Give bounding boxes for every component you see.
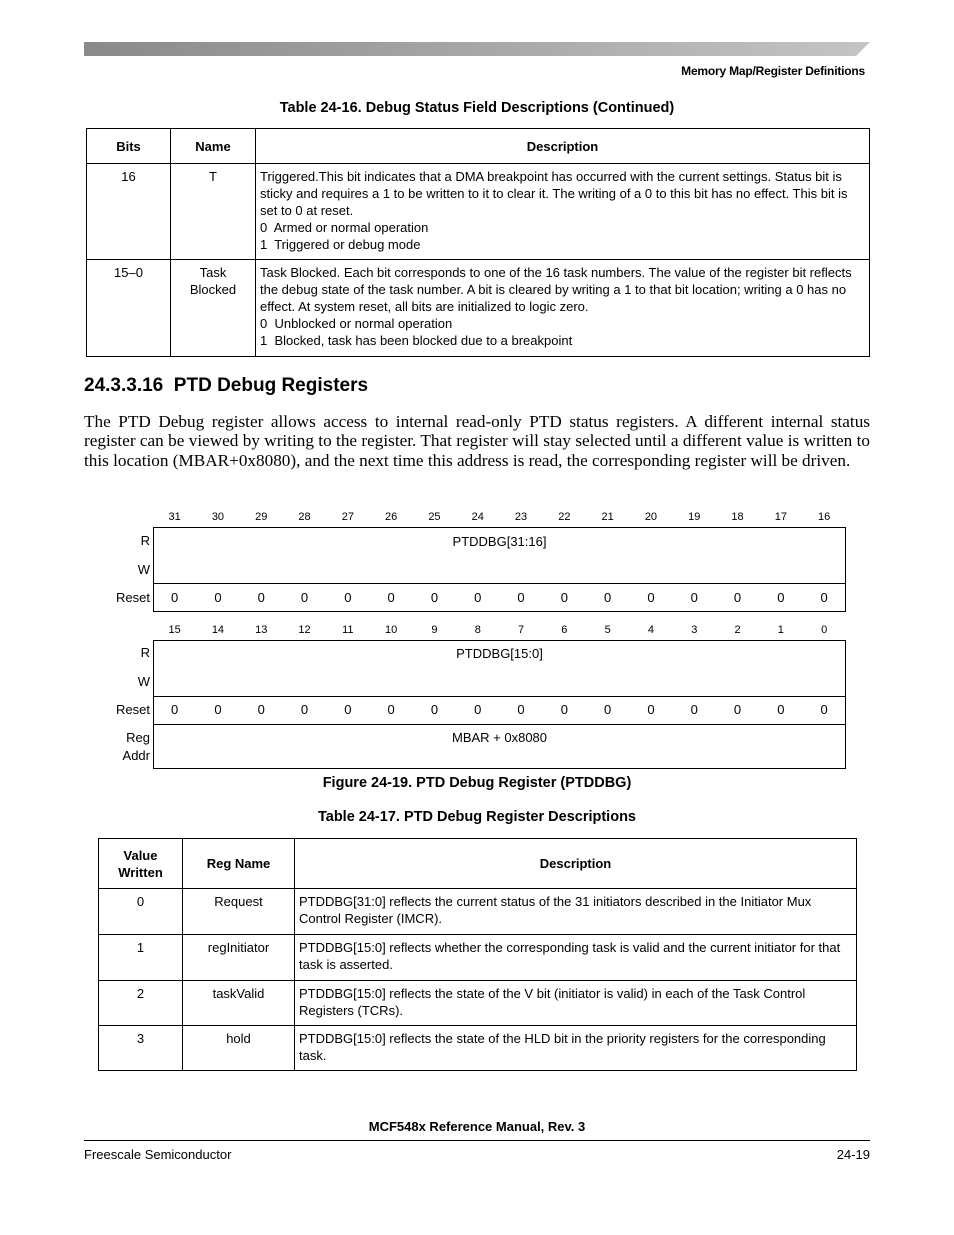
reset-value: 0 <box>387 702 395 717</box>
name-cell: Task Blocked <box>171 260 256 357</box>
description-option: 0 Unblocked or normal operation <box>260 316 453 331</box>
column-header: Name <box>171 129 256 164</box>
reset-value: 0 <box>647 590 655 605</box>
reset-value: 0 <box>733 702 742 717</box>
description-cell: PTDDBG[15:0] reflects the state of the HLD bit in the priority registers for the corresponding task. <box>295 1026 857 1071</box>
bit-number: 17 <box>774 511 787 523</box>
reset-value: 0 <box>517 590 525 605</box>
label-addr: Addr <box>122 748 150 763</box>
reset-value: 0 <box>777 702 785 717</box>
description-text: Task Blocked. Each bit corresponds to one of the 16 task numbers. The value of the register bit reflects the debug state of the task number. A bit is cleared by writing a 1 to that bit location; writing a 0 has no effect. At system reset, all bits are initialized to logic zero. <box>260 265 852 314</box>
bit-number: 7 <box>517 624 525 636</box>
reset-value: 0 <box>171 702 179 717</box>
bit-number: 29 <box>255 511 268 523</box>
bit-number: 21 <box>601 511 614 523</box>
description-option: 0 Armed or normal operation <box>260 220 429 235</box>
page-number: 24-19 <box>836 1147 870 1162</box>
table-header-row <box>99 839 857 889</box>
reg-name-cell: hold <box>183 1026 295 1071</box>
bit-number: 13 <box>255 624 268 636</box>
table1-caption: Table 24-16. Debug Status Field Descriptions (Continued) <box>279 100 675 116</box>
reset-value: 0 <box>517 702 525 717</box>
reset-value: 0 <box>647 702 655 717</box>
table2-caption: Table 24-17. PTD Debug Register Descriptions <box>317 809 636 825</box>
reset-value: 0 <box>604 702 612 717</box>
bit-number: 27 <box>341 511 354 523</box>
reset-value: 0 <box>604 590 612 605</box>
register-address: MBAR + 0x8080 <box>451 730 548 745</box>
value-cell: 3 <box>99 1026 183 1071</box>
bit-number: 1 <box>777 624 784 636</box>
reset-value: 0 <box>474 590 482 605</box>
footer-publisher: Freescale Semiconductor <box>84 1147 232 1162</box>
table-row <box>99 1026 857 1071</box>
column-header: Description <box>295 839 857 889</box>
bit-number: 4 <box>647 624 654 636</box>
label-r: R <box>140 645 150 660</box>
value-cell: 0 <box>99 889 183 935</box>
bit-number: 11 <box>342 624 354 636</box>
figure-caption: Figure 24-19. PTD Debug Register (PTDDBG) <box>322 775 632 791</box>
table-row <box>87 164 870 260</box>
bit-number: 0 <box>821 624 828 636</box>
reg-name-cell: taskValid <box>183 981 295 1026</box>
upper-field-label: PTDDBG[31:16] <box>452 534 547 549</box>
column-header: Value Written <box>99 839 183 889</box>
column-header: Reg Name <box>183 839 295 889</box>
description-cell: PTDDBG[31:0] reflects the current status of the 31 initiators described in the Initiator Mux Control Register (IMCR). <box>295 889 857 935</box>
bits-cell: 15–0 <box>87 260 171 357</box>
running-head: Memory Map/Register Definitions <box>681 64 865 78</box>
bit-number: 18 <box>731 511 744 523</box>
reset-value: 0 <box>560 590 568 605</box>
description-option: 1 Blocked, task has been blocked due to a breakpoint <box>260 333 573 348</box>
ptd-debug-register-table <box>98 838 857 1071</box>
reset-value: 0 <box>387 590 395 605</box>
reset-value: 0 <box>344 590 352 605</box>
label-w: W <box>137 674 150 689</box>
bit-number: 14 <box>211 624 225 636</box>
bit-number: 25 <box>428 511 441 523</box>
reset-value: 0 <box>300 590 309 605</box>
label-r: R <box>140 533 150 548</box>
bit-number: 19 <box>688 511 701 523</box>
value-cell: 2 <box>99 981 183 1026</box>
bit-number: 24 <box>471 511 484 523</box>
description-cell <box>256 164 870 260</box>
reset-value: 0 <box>171 590 179 605</box>
section-paragraph: The PTD Debug register allows access to internal read-only PTD status registers. A different internal status register can be viewed by writing to the register. That register will stay selected until a different value is written to this location (MBAR+0x8080), and the next time this address is read, the corresponding register will be driven. <box>84 412 870 470</box>
reg-name-cell: Request <box>183 889 295 935</box>
bits-cell: 16 <box>87 164 171 260</box>
value-cell: 1 <box>99 935 183 981</box>
label-reset: Reset <box>116 590 150 605</box>
reset-value: 0 <box>257 590 265 605</box>
reset-value: 0 <box>344 702 352 717</box>
description-cell <box>256 260 870 357</box>
bit-number: 26 <box>385 511 398 523</box>
bit-number: 30 <box>211 511 225 523</box>
bit-number: 12 <box>298 624 311 636</box>
table-row <box>99 889 857 935</box>
reset-value: 0 <box>474 702 482 717</box>
reset-value: 0 <box>430 702 439 717</box>
description-cell: PTDDBG[15:0] reflects whether the corresponding task is valid and the current initiator for that task is asserted. <box>295 935 857 981</box>
reset-value: 0 <box>690 702 698 717</box>
label-reset: Reset <box>116 702 150 717</box>
bit-number: 16 <box>818 511 831 523</box>
description-option: 1 Triggered or debug mode <box>260 237 421 252</box>
reset-value: 0 <box>300 702 309 717</box>
column-header: Description <box>256 129 870 164</box>
bit-number: 9 <box>431 624 438 636</box>
bit-number: 31 <box>168 511 181 523</box>
bit-number: 28 <box>298 511 311 523</box>
column-header: Bits <box>87 129 171 164</box>
bit-number: 8 <box>474 624 481 636</box>
debug-status-table <box>86 128 870 357</box>
bit-number: 2 <box>734 624 741 636</box>
bit-number: 3 <box>691 624 698 636</box>
reset-value: 0 <box>430 590 439 605</box>
bit-number: 6 <box>561 624 568 636</box>
section-heading: 24.3.3.16 PTD Debug Registers <box>84 375 369 396</box>
reg-name-cell: regInitiator <box>183 935 295 981</box>
lower-field-label: PTDDBG[15:0] <box>456 646 543 661</box>
description-text: Triggered.This bit indicates that a DMA breakpoint has occurred with the current settings. Status bit is sticky and requires a 1 to be written to it to clear it. The writing of a 0 to this bit has no effect. This bit is set to 0 at reset. <box>260 169 848 218</box>
reset-value: 0 <box>257 702 265 717</box>
table-row <box>99 935 857 981</box>
bit-number: 15 <box>168 624 181 636</box>
table-row <box>87 260 870 357</box>
name-cell: T <box>171 164 256 260</box>
reset-value: 0 <box>820 590 828 605</box>
bit-number: 23 <box>514 511 528 523</box>
reset-value: 0 <box>690 590 698 605</box>
description-cell: PTDDBG[15:0] reflects the state of the V bit (initiator is valid) in each of the Task Control Registers (TCRs). <box>295 981 857 1026</box>
reset-value: 0 <box>214 702 222 717</box>
reset-value: 0 <box>733 590 742 605</box>
label-w: W <box>137 562 150 577</box>
table-row <box>99 981 857 1026</box>
footer-title: MCF548x Reference Manual, Rev. 3 <box>368 1119 586 1134</box>
reset-value: 0 <box>820 702 828 717</box>
label-reg: Reg <box>126 730 150 745</box>
reset-value: 0 <box>560 702 568 717</box>
bit-number: 10 <box>385 624 398 636</box>
bit-number: 5 <box>604 624 611 636</box>
bit-number: 22 <box>558 511 571 523</box>
table-header-row <box>87 129 870 164</box>
footer-rule <box>84 1140 870 1141</box>
bit-number: 20 <box>644 511 658 523</box>
header-bar <box>84 42 870 56</box>
reset-value: 0 <box>777 590 785 605</box>
reset-value: 0 <box>214 590 222 605</box>
